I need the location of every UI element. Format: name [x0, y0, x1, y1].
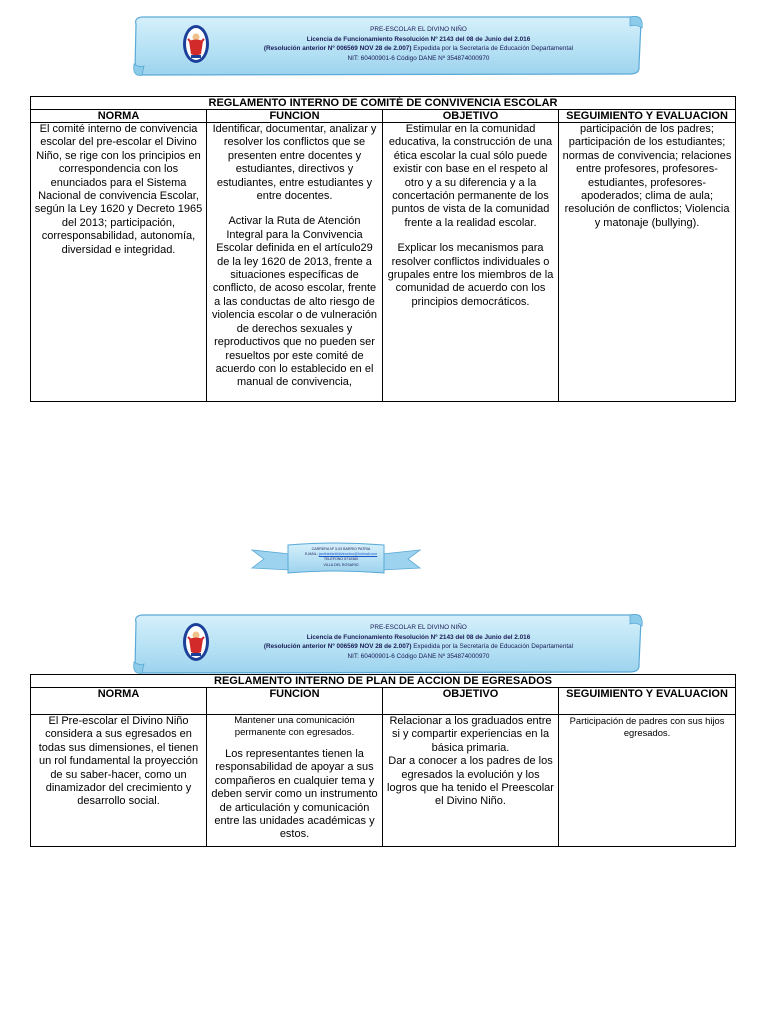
norma-cell	[31, 123, 207, 402]
school-name: PRE-ESCOLAR EL DIVINO NIÑO	[370, 624, 467, 631]
resolution-line	[215, 44, 622, 54]
contact-phone: TELEFONO 5710360	[323, 557, 359, 562]
contact-email-link[interactable]: jardininfantildivinonino@hotmail.com	[318, 552, 378, 557]
objetivo-text-1: Estimular en la comunidad educativa, la construcción de una ética escolar la cual sólo puede existir con base en el respeto al otro y a su diferencia y a la concertación permanente de los puntos de vista de la comunidad frente a la realidad escolar.	[388, 123, 553, 229]
school-logo-icon	[182, 24, 210, 64]
objetivo-text-1: Relacionar a los graduados entre si y compartir experiencias en la básica primaria.	[389, 715, 552, 754]
seguimiento-text: participación de los padres; participación de los estudiantes; normas de convivencia; relaciones entre profesores, profesores-estudiantes, profesores-apoderados; clima de aula; resolución de conflictos; Violencia y matonaje (bullying).	[562, 123, 732, 229]
norma-text: El Pre-escolar el Divino Niño considera a sus egresados en todas sus dimensiones, el tienen un rol fundamental la proyección de su saber-hacer, como un dinamizador del crecimiento y desarrollo social.	[38, 715, 199, 808]
norma-cell	[31, 715, 207, 847]
school-name: PRE-ESCOLAR EL DIVINO NIÑO	[370, 26, 467, 33]
school-header-banner	[130, 14, 647, 78]
norma-text: El comité interno de convivencia escolar del pre-escolar el Divino Niño, se rige con los principios en correspondencia con los enunciados para el Sistema Nacional de convivencia Escolar, según la Ley 1620 y Decreto 1965 del 2013; participación, corresponsabilidad, autonomía, diversidad e integridad.	[34, 123, 203, 256]
contact-email-label: E-MAIL:	[304, 552, 319, 557]
objetivo-cell	[383, 123, 559, 402]
header-objetivo: OBJETIVO	[383, 110, 559, 123]
school-header-text	[215, 623, 622, 661]
school-header-banner-2	[130, 612, 647, 676]
school-header-text	[215, 25, 622, 63]
funcion-text-2: Los representantes tienen la responsabilidad de apoyar a sus compañeros en cualquier tema y deben servir como un instrumento de articulación y comunicación entre las unidades académicas y estos.	[211, 748, 378, 841]
header-norma: NORMA	[31, 110, 207, 123]
resolution-issuer: Expedida por la Secretaría de Educación Departamental	[411, 643, 574, 650]
header-objetivo: OBJETIVO	[383, 688, 559, 715]
license-line: Licencia de Funcionamiento Resolución Nº 2143 del 08 de Junio del 2.016	[306, 633, 531, 641]
objetivo-text-2: Dar a conocer a los padres de los egresados la evolución y los logros que ha tenido el Preescolar el Divino Niño.	[387, 755, 554, 808]
nit-line: NIT: 60400901-6 Código DANE Nº 354874000970	[347, 652, 490, 660]
header-seguimiento: SEGUIMIENTO Y EVALUACION	[559, 688, 736, 715]
seguimiento-cell	[559, 123, 736, 402]
contact-text	[296, 547, 386, 568]
header-funcion: FUNCION	[207, 110, 383, 123]
funcion-text-1: Mantener una comunicación permanente con egresados.	[234, 715, 355, 738]
license-line: Licencia de Funcionamiento Resolución Nº 2143 del 08 de Junio del 2.016	[306, 35, 531, 43]
objetivo-text-2: Explicar los mecanismos para resolver conflictos individuales o grupales entre los miembros de la comunidad de acuerdo con los principios democráticos.	[387, 242, 554, 308]
convivencia-table	[30, 96, 736, 402]
resolution-issuer: Expedida por la Secretaría de Educación Departamental	[411, 45, 574, 52]
resolution-line	[215, 642, 622, 652]
contact-banner	[250, 540, 422, 578]
header-seguimiento: SEGUIMIENTO Y EVALUACION	[559, 110, 736, 123]
seguimiento-text: Participación de padres con sus hijos egresados.	[569, 715, 725, 738]
nit-line: NIT: 60400901-6 Código DANE Nº 354874000970	[347, 54, 490, 62]
header-norma: NORMA	[31, 688, 207, 715]
objetivo-cell	[383, 715, 559, 847]
resolution-previous: (Resolución anterior Nº 006569 NOV 28 de 2.007)	[263, 45, 412, 52]
funcion-cell	[207, 715, 383, 847]
funcion-text-1: Identificar, documentar, analizar y resolver los conflictos que se presenten entre docentes y estudiantes, directivos y estudiantes, entre estudiantes y entre docentes.	[212, 123, 377, 203]
table-title: REGLAMENTO INTERNO DE PLAN DE ACCION DE EGRESADOS	[31, 675, 736, 688]
resolution-previous: (Resolución anterior Nº 006569 NOV 28 de 2.007)	[263, 643, 412, 650]
contact-city: VILLA DEL ROSARIO	[323, 562, 359, 567]
egresados-table	[30, 674, 736, 847]
school-logo-icon	[182, 622, 210, 662]
table-title: REGLAMENTO INTERNO DE COMITÉ DE CONVIVENCIA ESCOLAR	[31, 97, 736, 110]
header-funcion: FUNCION	[207, 688, 383, 715]
seguimiento-cell	[559, 715, 736, 847]
funcion-text-2: Activar la Ruta de Atención Integral para la Convivencia Escolar definida en el artículo29 de la ley 1620 de 2013, frente a situaciones específicas de conflicto, de acoso escolar, frente a las conductas de alto riesgo de violencia escolar o de vulneración de derechos sexuales y reproductivos que no pueden ser resueltos por este comité de acuerdo con lo establecido en el manual de convivencia,	[211, 215, 378, 389]
contact-address: CARRERA Nº 3-03 BARRIO PATRIA	[311, 547, 371, 551]
funcion-cell	[207, 123, 383, 402]
